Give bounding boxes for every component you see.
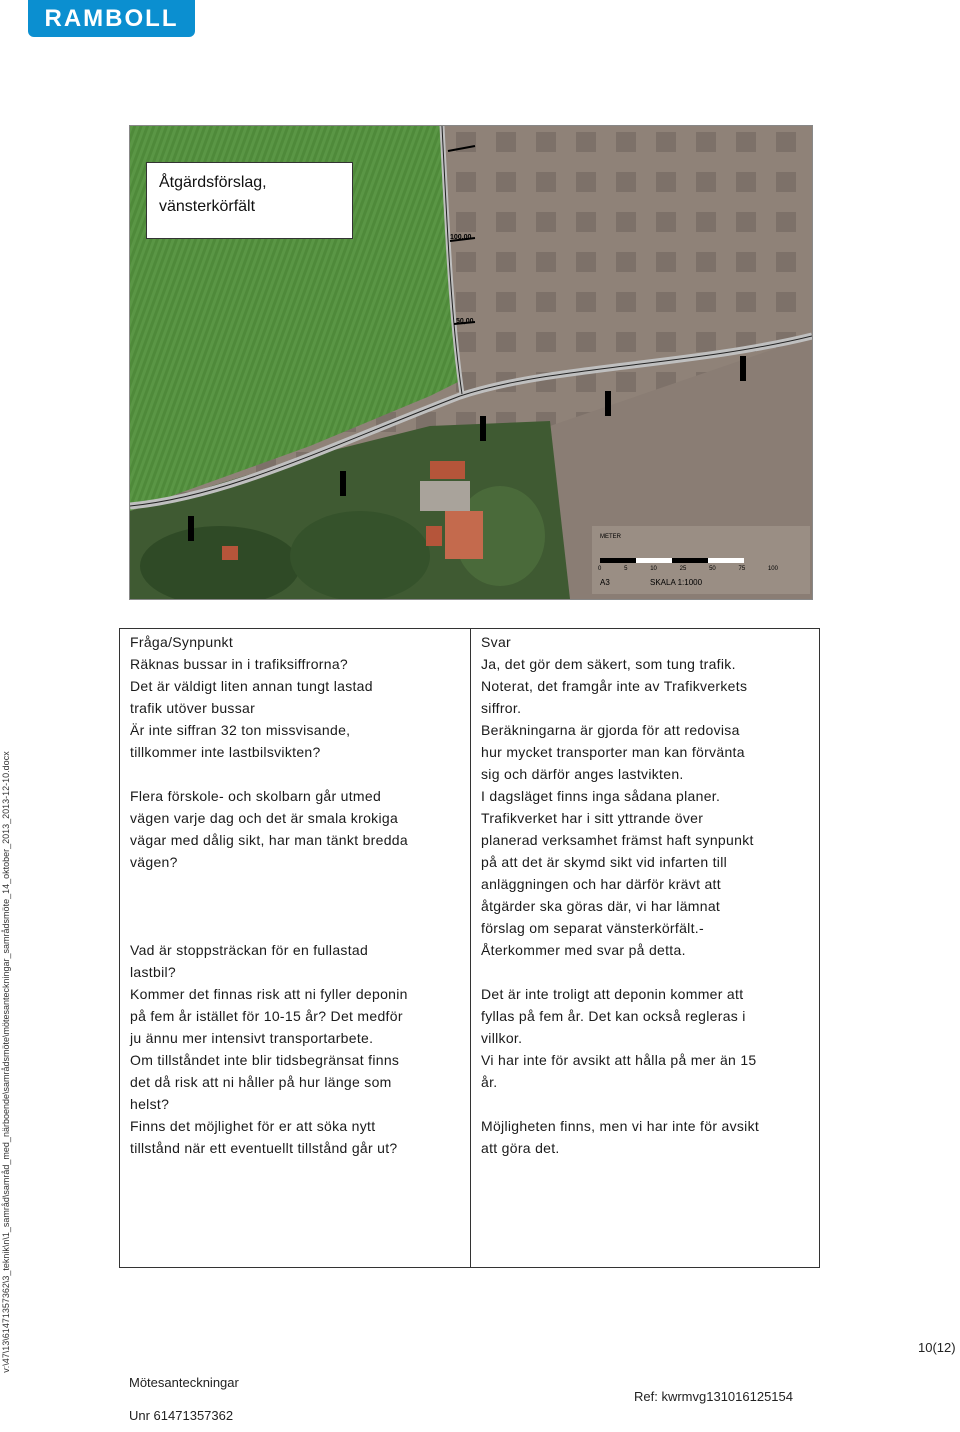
question-entry: Om tillståndet inte blir tidsbegränsat finns det då risk att ni håller på hur länge som helst? — [130, 1052, 400, 1112]
map-title-line2: vänsterkörfält — [159, 198, 256, 215]
map-title-line1: Åtgärdsförslag, — [159, 174, 267, 191]
answer-entry: Ja, det gör dem säkert, som tung trafik. — [481, 656, 736, 672]
page-number: 10(12) — [918, 1340, 956, 1355]
column-header: Fråga/Synpunkt — [130, 634, 234, 650]
question-entry: Flera förskole- och skolbarn går utmed vägen varje dag och det är smala krokiga vägar med dålig sikt, har man tänkt bredda vägen? — [130, 788, 408, 870]
table-row — [120, 629, 820, 1268]
footer-unr: Unr 61471357362 — [129, 1408, 234, 1423]
column-header: Svar — [481, 634, 511, 650]
sheet-label: A3 — [600, 578, 610, 587]
answer-entry: Beräkningarna är gjorda för att redovisa hur mycket transporter man kan förvänta sig och därför anges lastvikten. — [481, 722, 745, 782]
footer-left — [129, 1366, 239, 1432]
question-entry: Kommer det finnas risk att ni fyller deponin på fem år istället för 10-15 år? Det medför ju ännu mer intensivt transportarbete. — [130, 986, 408, 1046]
answer-entry: Återkommer med svar på detta. — [481, 942, 686, 958]
scale-ticks: 0 5 10 25 50 75 100 — [598, 566, 778, 572]
chainage-label: 50,00 — [456, 318, 474, 325]
qa-table — [119, 628, 820, 1268]
scale-label: SKALA 1:1000 — [650, 578, 703, 587]
logo-text: RAMBOLL — [44, 4, 179, 32]
scale-bar-label: METER — [600, 534, 621, 540]
question-entry: Det är väldigt liten annan tungt lastad trafik utöver bussar — [130, 678, 373, 716]
answer-entry: Noterat, det framgår inte av Trafikverkets siffror. — [481, 678, 748, 716]
chainage-label: 100,00 — [450, 234, 472, 241]
answer-entry: Möjligheten finns, men vi har inte för avsikt att göra det. — [481, 1118, 760, 1156]
ramboll-logo — [28, 0, 195, 37]
question-entry: Finns det möjlighet för er att söka nytt tillstånd när ett eventuellt tillstånd går ut? — [130, 1118, 398, 1156]
qa-cell-answers — [471, 629, 820, 1268]
question-entry: Räknas bussar in i trafiksiffrorna? — [130, 656, 348, 672]
file-path-margin: v:\47\13\61471357362\3_teknik\n\1_samråd\samråd_med_närboende\samrådsmöte\mötesanteckningar_samrådsmöte_14_oktober_2013_2013-12-10.docx — [1, 751, 11, 1373]
aerial-map — [129, 125, 813, 600]
map-title-box — [146, 162, 353, 239]
question-entry: Vad är stoppsträckan för en fullastad lastbil? — [130, 942, 369, 980]
footer-ref: Ref: kwrmvg131016125154 — [634, 1389, 793, 1404]
qa-cell-questions — [120, 629, 471, 1268]
footer-doc-type: Mötesanteckningar — [129, 1375, 239, 1390]
answer-entry: Det är inte troligt att deponin kommer att fyllas på fem år. Det kan också regleras i villkor. — [481, 986, 746, 1046]
answer-entry: I dagsläget finns inga sådana planer. Trafikverket har i sitt yttrande över planerad verksamhet främst haft synpunkt på att det är skymd sikt vid infarten till anläggningen och har därför krävt att åtgärder ska göras där, vi har lämnat förslag om separat vänsterkörfält.- — [481, 788, 754, 936]
answer-entry: Vi har inte för avsikt att hålla på mer än 15 år. — [481, 1052, 757, 1090]
question-entry: Är inte siffran 32 ton missvisande, tillkommer inte lastbilsvikten? — [130, 722, 351, 760]
